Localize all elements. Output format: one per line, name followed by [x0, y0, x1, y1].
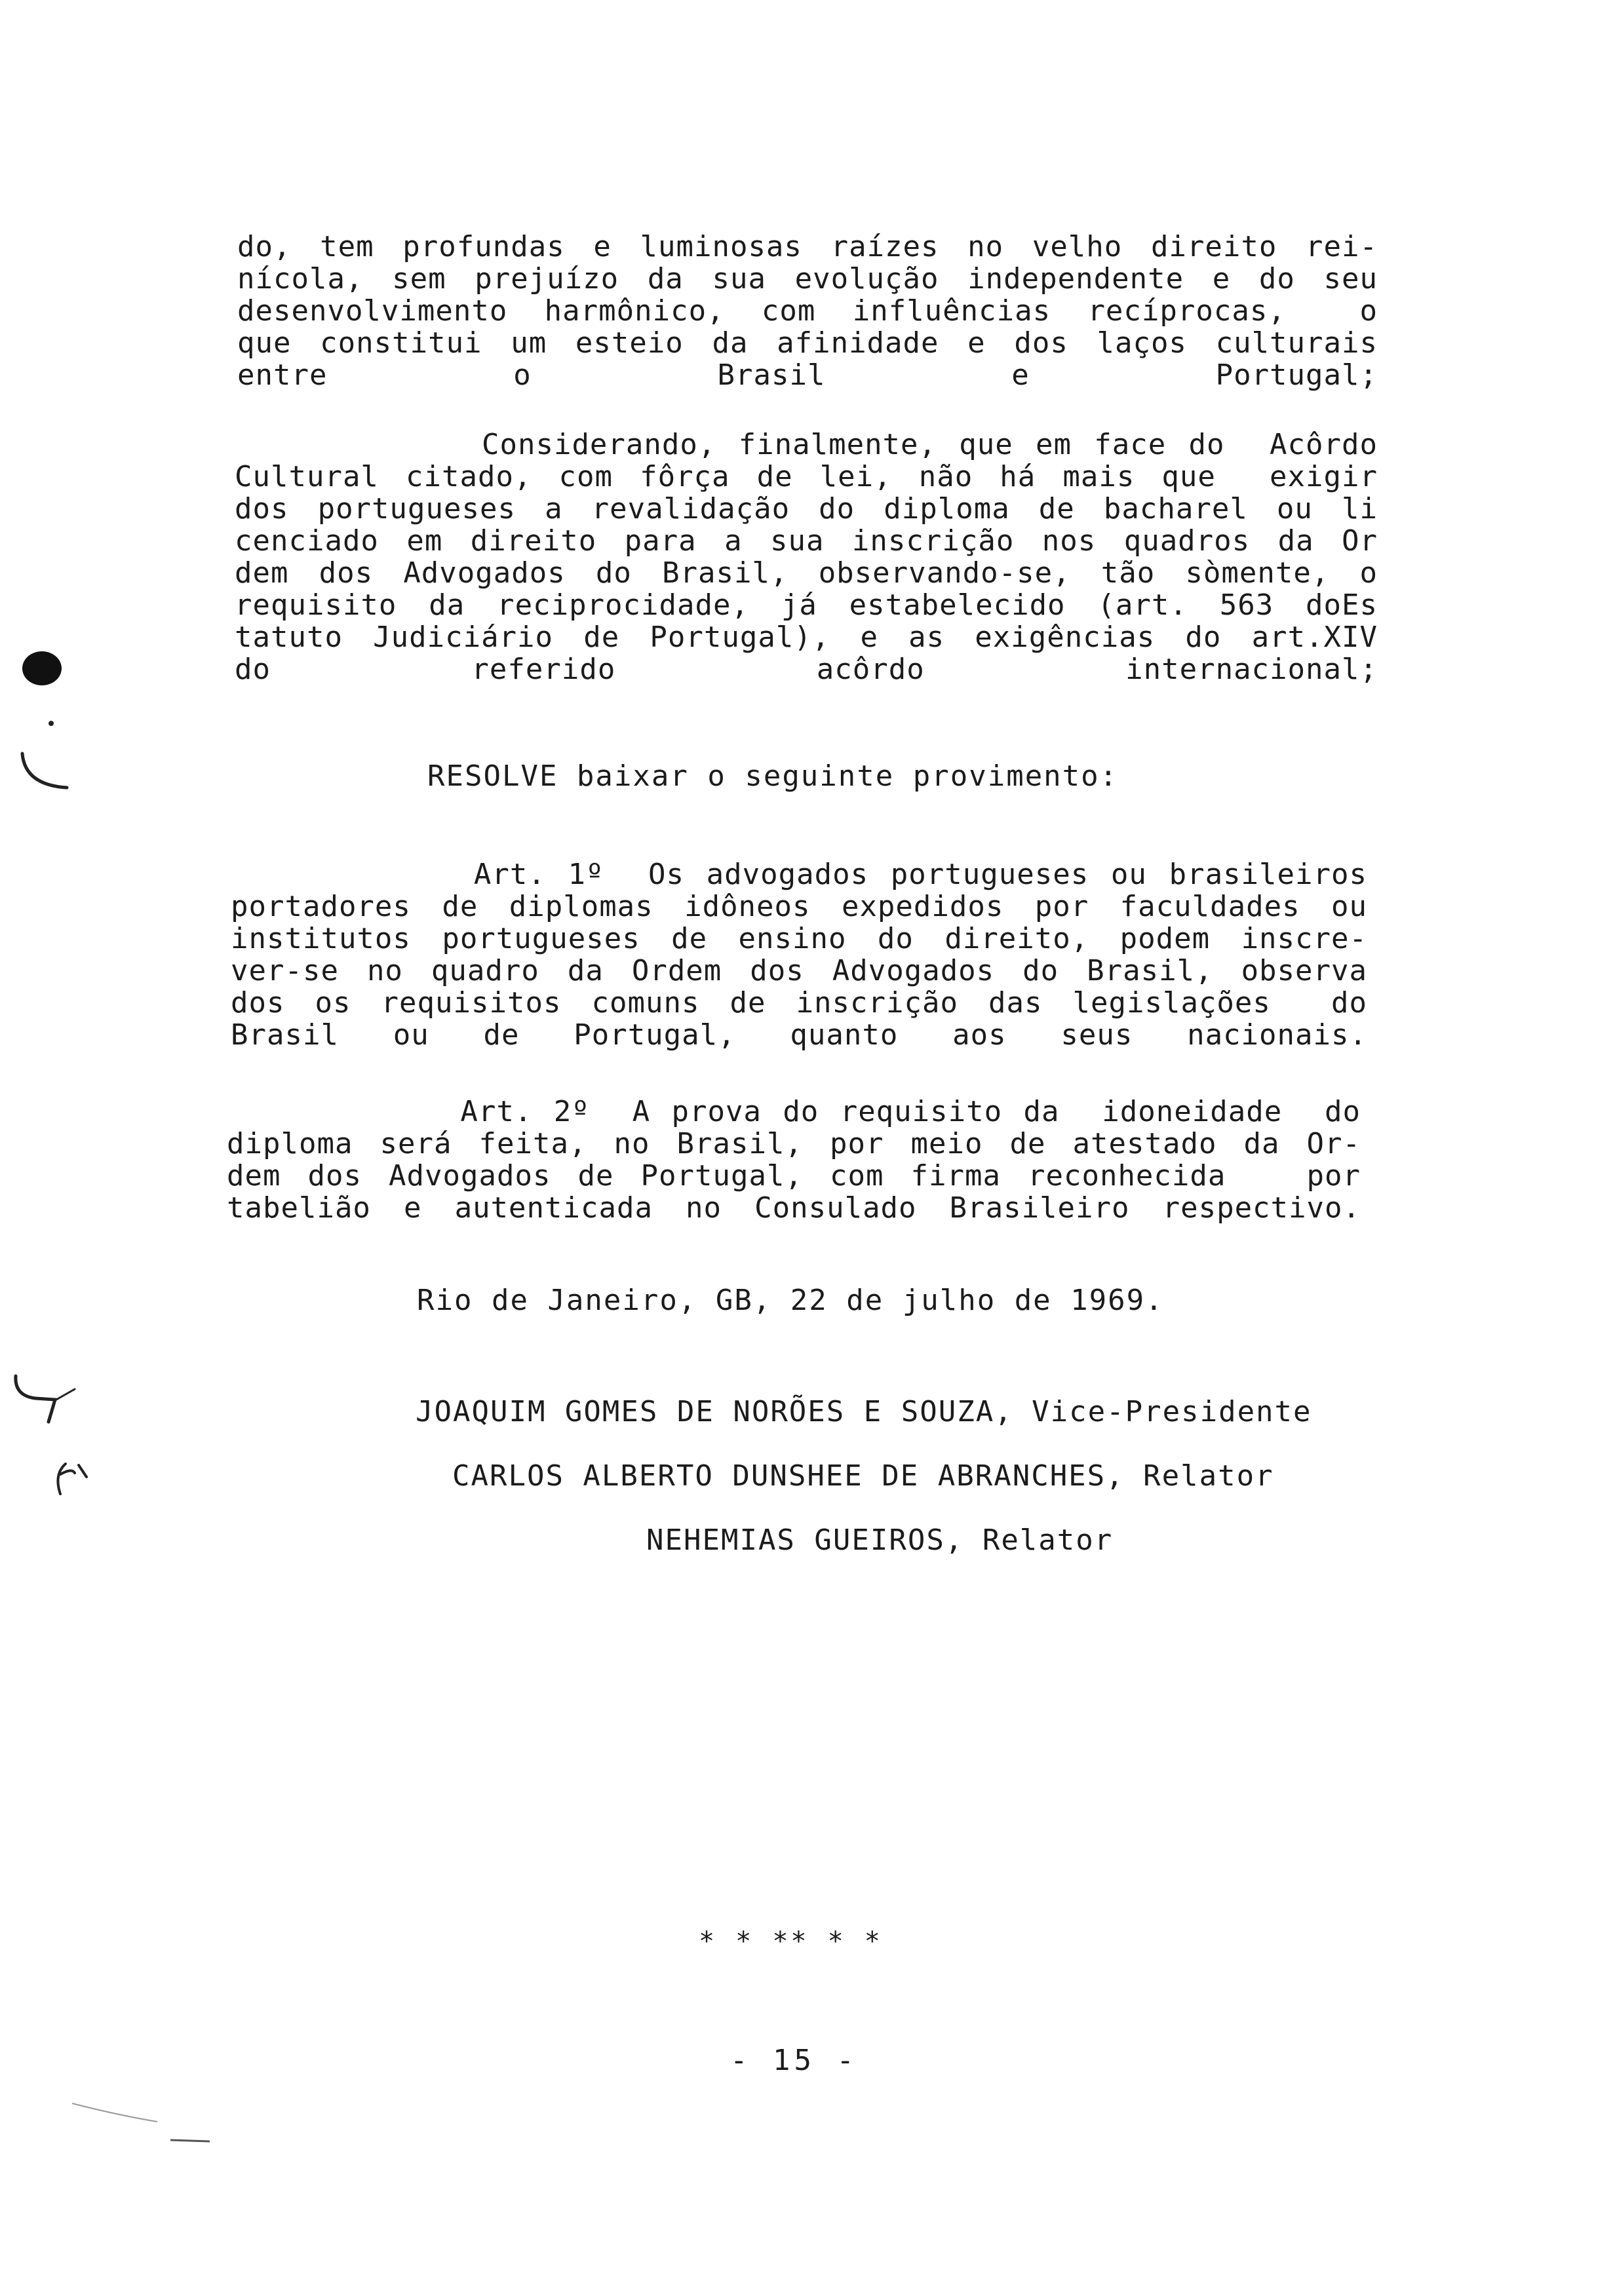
text-line: Art. 2º A prova do requisito da idoneidade do — [227, 1095, 1361, 1128]
text-line: Brasil ou de Portugal, quanto aos seus nacionais. — [231, 1018, 1367, 1052]
text-line: Cultural citado, com fôrça de lei, não há mais que exigir — [235, 460, 1378, 493]
scan-streak-mark — [66, 2097, 223, 2149]
text-line: dem dos Advogados do Brasil, observando-se, tão sòmente, o — [235, 556, 1378, 590]
article-2 — [227, 1096, 1361, 1224]
text-line: desenvolvimento harmônico, com influências recíprocas, o — [237, 294, 1378, 328]
article-1 — [231, 858, 1367, 1051]
text-line: institutos portugueses de ensino do direito, podem inscre- — [231, 922, 1367, 955]
signature-relator-1: CARLOS ALBERTO DUNSHEE DE ABRANCHES, Relator — [452, 1459, 1274, 1493]
text-line: dem dos Advogados de Portugal, com firma reconhecida por — [227, 1159, 1361, 1193]
handwritten-initial-mark — [9, 1369, 88, 1428]
handwritten-initial-mark-2 — [46, 1455, 98, 1507]
resolve-heading: RESOLVE baixar o seguinte provimento: — [427, 759, 1119, 793]
text-line: diploma será feita, no Brasil, por meio de atestado da Or- — [227, 1127, 1361, 1160]
text-line: dos os requisitos comuns de inscrição das legislações do — [231, 986, 1367, 1020]
text-line: entre o Brasil e Portugal; — [237, 358, 1378, 392]
separator-stars: * * ** * * — [699, 1926, 883, 1957]
text-line: portadores de diplomas idôneos expedidos por faculdades ou — [231, 890, 1367, 923]
punch-hole-mark — [13, 645, 72, 691]
margin-bracket-mark — [13, 714, 79, 793]
text-line: Art. 1º Os advogados portugueses ou brasileiros — [231, 858, 1367, 891]
text-line: tatuto Judiciário de Portugal), e as exigências do art.XIV — [235, 621, 1378, 654]
text-line: nícola, sem prejuízo da sua evolução independente e do seu — [237, 262, 1378, 296]
paragraph-intro — [237, 231, 1378, 391]
text-line: cenciado em direito para a sua inscrição nos quadros da Or — [235, 524, 1378, 558]
text-line: ver-se no quadro da Ordem dos Advogados do Brasil, observa — [231, 954, 1367, 987]
text-line: que constitui um esteio da afinidade e dos laços culturais — [237, 326, 1378, 360]
text-line: do referido acôrdo internacional; — [235, 653, 1378, 686]
paragraph-considerando — [235, 429, 1378, 685]
page-number: - 15 - — [730, 2044, 858, 2077]
text-line: requisito da reciprocidade, já estabelecido (art. 563 doEs — [235, 588, 1378, 622]
text-line: tabelião e autenticada no Consulado Brasileiro respectivo. — [227, 1191, 1361, 1225]
text-line: do, tem profundas e luminosas raízes no velho direito rei- — [237, 230, 1378, 263]
text-line: dos portugueses a revalidação do diploma de bacharel ou li — [235, 492, 1378, 526]
signature-vice-presidente: JOAQUIM GOMES DE NORÕES E SOUZA, Vice-Presidente — [416, 1395, 1312, 1428]
text-line: Considerando, finalmente, que em face do Acôrdo — [235, 428, 1378, 461]
signature-relator-2: NEHEMIAS GUEIROS, Relator — [646, 1523, 1114, 1557]
date-line: Rio de Janeiro, GB, 22 de julho de 1969. — [417, 1284, 1164, 1317]
